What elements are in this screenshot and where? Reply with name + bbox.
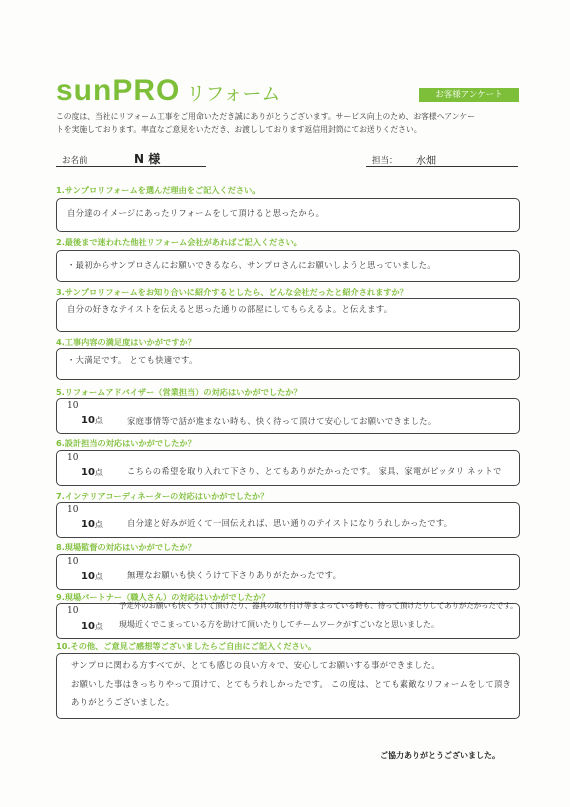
question-1-answer: 自分達のイメージにあったリフォームをして頂けると思ったから。 [67, 208, 325, 218]
question-3-label: 3.サンプロリフォームをお知り合いに紹介するとしたら、どんな会社だったと紹介されますか？ [56, 287, 408, 297]
thanks-footer: ご協力ありがとうございました。 [380, 751, 500, 760]
question-10-answer-box [56, 653, 520, 719]
question-1-answer-box [56, 198, 520, 232]
question-5-score-handwritten: 10 [67, 401, 79, 411]
staff-value: 水畑 [416, 156, 436, 167]
question-1-label: 1.サンプロリフォームを選んだ理由をご記入ください。 [56, 185, 261, 195]
question-5-score: 10点 [81, 415, 103, 426]
question-10-label: 10.その他、ご意見ご感想等ございましたらご自由にご記入ください。 [56, 641, 317, 651]
staff-label: 担当： [372, 156, 398, 166]
question-6-score-handwritten: 10 [67, 453, 79, 463]
question-4-answer: ・大満足です。 とても快適です。 [67, 355, 198, 365]
question-5-label: 5.リフォームアドバイザー（営業担当）の対応はいかがでしたか？ [56, 387, 302, 397]
customer-name-value: N 様 [134, 152, 161, 166]
question-7-score-handwritten: 10 [67, 505, 79, 515]
logo [56, 74, 280, 108]
survey-badge: お客様アンケート [419, 88, 519, 102]
question-9-answer-line-1: 予定外のお願いも快くうけて頂けたり、器具の取り付け等まよっている時も、待って頂けたりしてありがたかったです。 [119, 601, 518, 610]
question-2-label: 2.最後まで迷われた他社リフォーム会社があればご記入ください。 [56, 237, 302, 247]
question-3-answer-box [56, 298, 520, 332]
question-4-answer-box [56, 348, 520, 380]
question-8-label: 8.現場監督の対応はいかがでしたか？ [56, 542, 196, 552]
question-10-answer-line-1: サンプロに関わる方すべてが、とても感じの良い方々で、安心してお願いする事ができました。 [71, 660, 440, 670]
question-8-score: 10点 [81, 571, 103, 582]
question-7-score: 10点 [81, 519, 103, 530]
question-8-answer: 無理なお願いも快くうけて下さりありがたかったです。 [127, 570, 342, 580]
logo-sub: リフォーム [186, 83, 281, 105]
logo-brand: sunPRO [56, 74, 181, 107]
question-2-answer: ・最初からサンプロさんにお願いできるなら、サンプロさんにお願いしようと思っていました。 [67, 260, 436, 270]
question-8-score-handwritten: 10 [67, 557, 79, 567]
staff-field [366, 148, 518, 167]
question-9-label: 9.現場パートナー（職人さん）の対応はいかがでしたか？ [56, 592, 270, 602]
question-7-answer: 自分達と好みが近くて一回伝えれば、思い通りのテイストになりうれしかったです。 [127, 518, 453, 528]
intro-text [56, 110, 526, 136]
question-7-answer-box [56, 502, 520, 538]
question-9-answer-box [56, 603, 520, 639]
question-10-answer-line-3: ありがとうございました。 [71, 697, 175, 707]
question-6-answer-box [56, 450, 520, 486]
question-5-answer: 家庭事情等で話が進まない時も、快く待って頂けて安心してお願いできました。 [127, 416, 437, 426]
question-3-answer: 自分の好きなテイストを伝えると思った通りの部屋にしてもらえるよ。と伝えます。 [67, 304, 393, 314]
question-4-label: 4.工事内容の満足度はいかがですか？ [56, 337, 196, 347]
question-6-score: 10点 [81, 467, 103, 478]
question-5-answer-box [56, 398, 520, 434]
intro-line-2: トを実施しております。率直なご意見をいただき、お渡ししております返信用封筒にてお送りください。 [56, 125, 422, 134]
question-2-answer-box [56, 250, 520, 282]
question-7-label: 7.インテリアコーディネーターの対応はいかがでしたか？ [56, 491, 269, 501]
intro-line-1: この度は、当社にリフォーム工事をご用命いただき誠にありがとうございます。サービス向上のため、お客様へアンケー [56, 112, 475, 121]
question-6-answer: こちらの希望を取り入れて下さり、とてもありがたかったです。 家具、家電がピッタリ ネットで [127, 466, 502, 476]
customer-name-label: お名前 [62, 156, 88, 166]
question-9-answer-line-2: 現場近くでこまっている方を助けて頂いたりしてチームワークがすごいなと思いました。 [119, 620, 439, 629]
question-8-answer-box [56, 554, 520, 590]
question-9-score: 10点 [81, 621, 103, 632]
question-6-label: 6.設計担当の対応はいかがでしたか？ [56, 438, 196, 448]
question-10-answer-line-2: お願いした事はきっちりやって頂けて、とてもうれしかったです。 この度は、とても素敵なリフォームをして頂き [71, 679, 512, 689]
customer-name-field [56, 148, 206, 167]
question-9-score-handwritten: 10 [67, 606, 79, 616]
